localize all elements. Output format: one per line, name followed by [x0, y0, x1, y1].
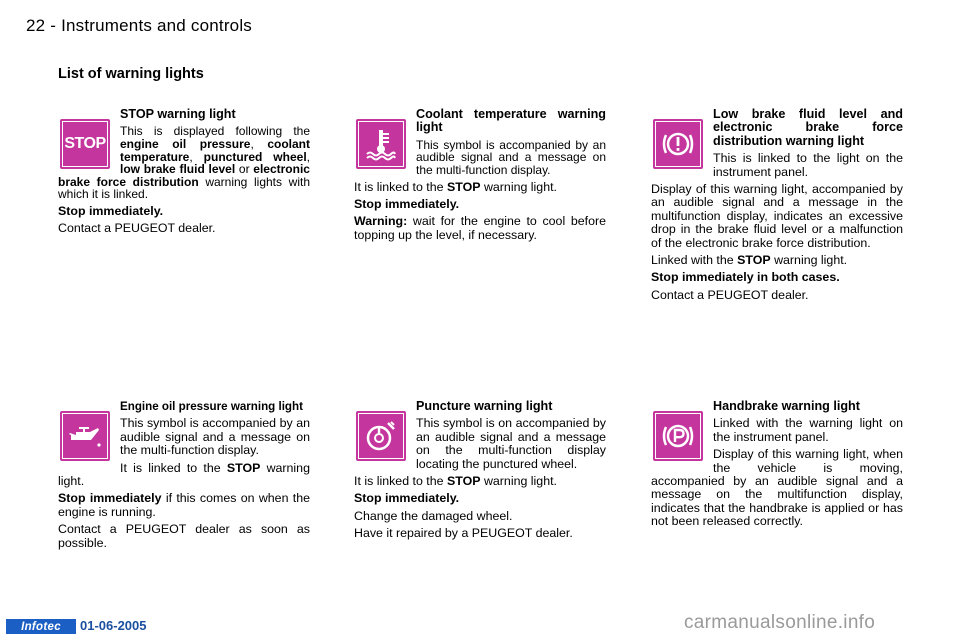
- entry-coolant: [354, 108, 606, 246]
- entry-linked: It is linked to the STOP warning light.: [58, 460, 310, 489]
- entry-title: Puncture warning light: [416, 399, 553, 413]
- entry-lead: This symbol is accompanied by an audible signal and a message on the multi-function display.: [120, 416, 310, 458]
- entry-lead: This is displayed following the engine oil pressure, coolant temperature, punctured wheel, low brake fluid level or electronic brake force distribution warning lights with which it is linked.: [58, 124, 310, 202]
- entry-contact: Contact a PEUGEOT dealer as soon as possible.: [58, 522, 310, 550]
- entry-title: STOP warning light: [120, 107, 236, 121]
- page-number: 22: [26, 16, 46, 35]
- entry-change: Change the damaged wheel.: [354, 508, 513, 523]
- entry-body: Display of this warning light, accompanied by an audible signal and a message in the multifunction display, indicates an excessive drop in the brake fluid level or a malfunction of the electronic brake force distribution.: [651, 182, 903, 250]
- coolant-temperature-icon: [356, 119, 406, 169]
- entry-handbrake: [651, 400, 903, 533]
- entry-contact: Have it repaired by a PEUGEOT dealer.: [354, 526, 573, 541]
- watermark: carmanualsonline.info: [684, 612, 876, 633]
- entry-lead: Linked with the warning light on the instrument panel.: [713, 416, 903, 444]
- entry-action: Stop immediately.: [58, 203, 164, 218]
- entry-title: Coolant temperature warning light: [416, 107, 606, 135]
- section-title: Instruments and controls: [61, 16, 253, 35]
- entry-warning: Warning: wait for the engine to cool before topping up the level, if necessary.: [354, 214, 606, 242]
- entry-lead: This symbol is on accompanied by an audible signal and a message on the multi-function display locating the punctured wheel.: [416, 416, 606, 471]
- stop-icon: [60, 119, 110, 169]
- entry-title: Low brake fluid level and electronic brake force distribution warning light: [713, 107, 903, 148]
- header-separator: -: [50, 16, 57, 35]
- entry-title: Engine oil pressure warning light: [120, 400, 303, 413]
- entry-linked: It is linked to the STOP warning light.: [354, 474, 557, 489]
- handbrake-icon: [653, 411, 703, 461]
- infotec-badge: Infotec: [6, 619, 76, 634]
- list-title: List of warning lights: [58, 66, 204, 82]
- footer-date: 01-06-2005: [80, 618, 147, 633]
- entry-contact: Contact a PEUGEOT dealer.: [651, 287, 809, 302]
- oil-can-icon: [60, 411, 110, 461]
- entry-linked: Linked with the STOP warning light.: [651, 253, 848, 268]
- entry-action: Stop immediately in both cases.: [651, 270, 840, 285]
- entry-brake-fluid: [651, 108, 903, 306]
- entry-action: Stop immediately.: [354, 491, 460, 506]
- entry-lead: This is linked to the light on the instrument panel.: [713, 151, 903, 179]
- puncture-icon: [356, 411, 406, 461]
- entry-action: Stop immediately if this comes on when the engine is running.: [58, 491, 311, 519]
- entry-puncture: [354, 400, 606, 545]
- entry-lead: This symbol is accompanied by an audible signal and a message on the multi-function display.: [416, 137, 606, 177]
- entry-title: Handbrake warning light: [713, 399, 860, 413]
- entry-action: Stop immediately.: [354, 197, 460, 211]
- entry-stop: [58, 108, 310, 240]
- entry-linked: It is linked to the STOP warning light.: [354, 179, 557, 194]
- entry-body: Display of this warning light, when the vehicle is moving, accompanied by an audible signal and a message on the multifunction display, indicates that the handbrake is applied or has not been released correctly.: [651, 447, 903, 529]
- entry-contact: Contact a PEUGEOT dealer.: [58, 221, 216, 236]
- brake-warning-icon: [653, 119, 703, 169]
- page-header: [26, 16, 252, 36]
- entry-oil-pressure: [58, 400, 310, 554]
- stop-icon-label: STOP: [64, 135, 106, 153]
